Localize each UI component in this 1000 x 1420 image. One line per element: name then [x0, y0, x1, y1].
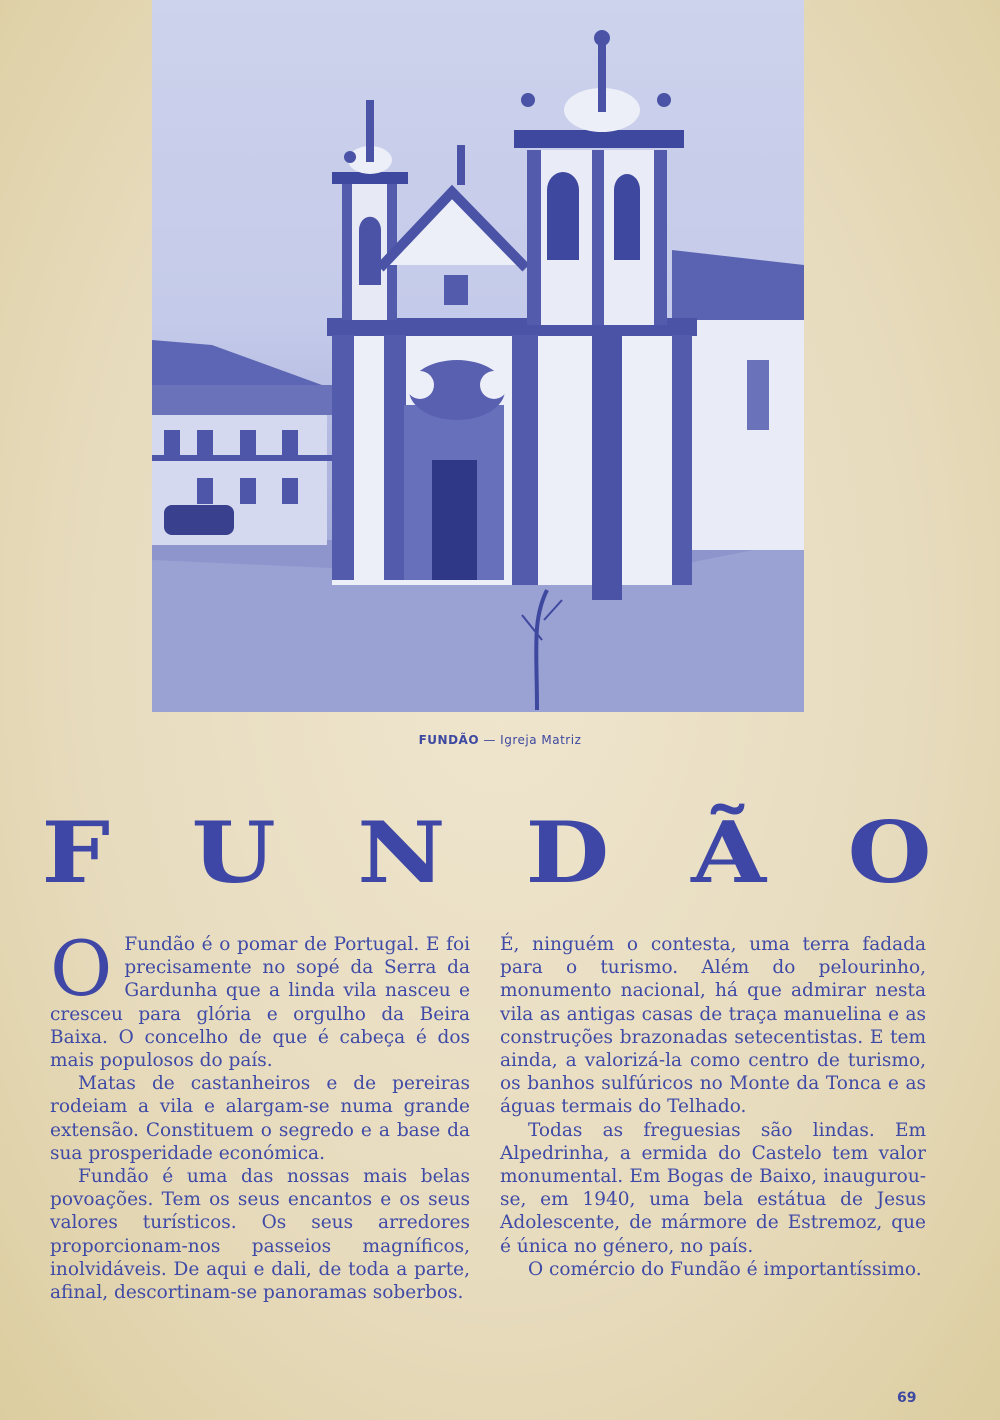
article-column-left: [50, 924, 470, 1304]
title-letter: U: [191, 803, 277, 902]
drop-cap: O: [50, 924, 113, 1013]
church-illustration: [152, 0, 804, 712]
paragraph-text: Fundão é o pomar de Portugal. E foi precisamente no sopé da Serra da Gardunha que a linda vila nasceu e cresceu para glória e orgulho da Beira Baixa. O concelho de que é cabeça é dos mais populosos do país.: [50, 934, 470, 1072]
title-letter: N: [356, 803, 446, 902]
title-letter: D: [525, 803, 610, 902]
photo-caption: [0, 733, 1000, 747]
title-letter: F: [41, 803, 111, 902]
title-letter: O: [847, 803, 932, 902]
article-paragraph: É, ninguém o contesta, uma terra fadada para o turismo. Além do pelourinho, monumento nacional, há que admirar nesta vila as antigas casas de traça manuelina e as construções brazonadas setecentistas. E tem ainda, a valorizá-la como centro de turismo, os banhos sulfúricos no Monte da Tonca e as águas termais do Telhado.: [500, 934, 926, 1118]
caption-subject: — Igreja Matriz: [479, 733, 582, 747]
article-paragraph: O comércio do Fundão é importantíssimo.: [528, 1258, 922, 1280]
article-column-right: [500, 933, 926, 1281]
article-paragraph: Fundão é uma das nossas mais belas povoações. Tem os seus encantos e os seus valores turísticos. Os seus arredores proporcionam-nos passeios magníficos, inolvidáveis. De aqui e dali, de toda a parte, afinal, descortinam-se panoramas soberbos.: [50, 1166, 470, 1304]
article-paragraph: [50, 924, 470, 1072]
article-paragraph: Todas as freguesias são lindas. Em Alpedrinha, a ermida do Castelo tem valor monumental. Em Bogas de Baixo, inaugurou-se, em 1940, uma bela estátua de Jesus Adolescente, de mármore de Estremoz, que é única no género, no país.: [500, 1119, 926, 1257]
caption-place: FUNDÃO: [418, 733, 480, 747]
title-letter: Ã: [690, 803, 766, 902]
article-title: [41, 803, 932, 902]
page-number: 69: [897, 1390, 917, 1406]
church-photo: [152, 0, 804, 712]
article-paragraph: Matas de castanheiros e de pereiras rodeiam a vila e alargam-se numa grande extensão. Constituem o segredo e a base da sua prosperidade económica.: [50, 1073, 470, 1164]
